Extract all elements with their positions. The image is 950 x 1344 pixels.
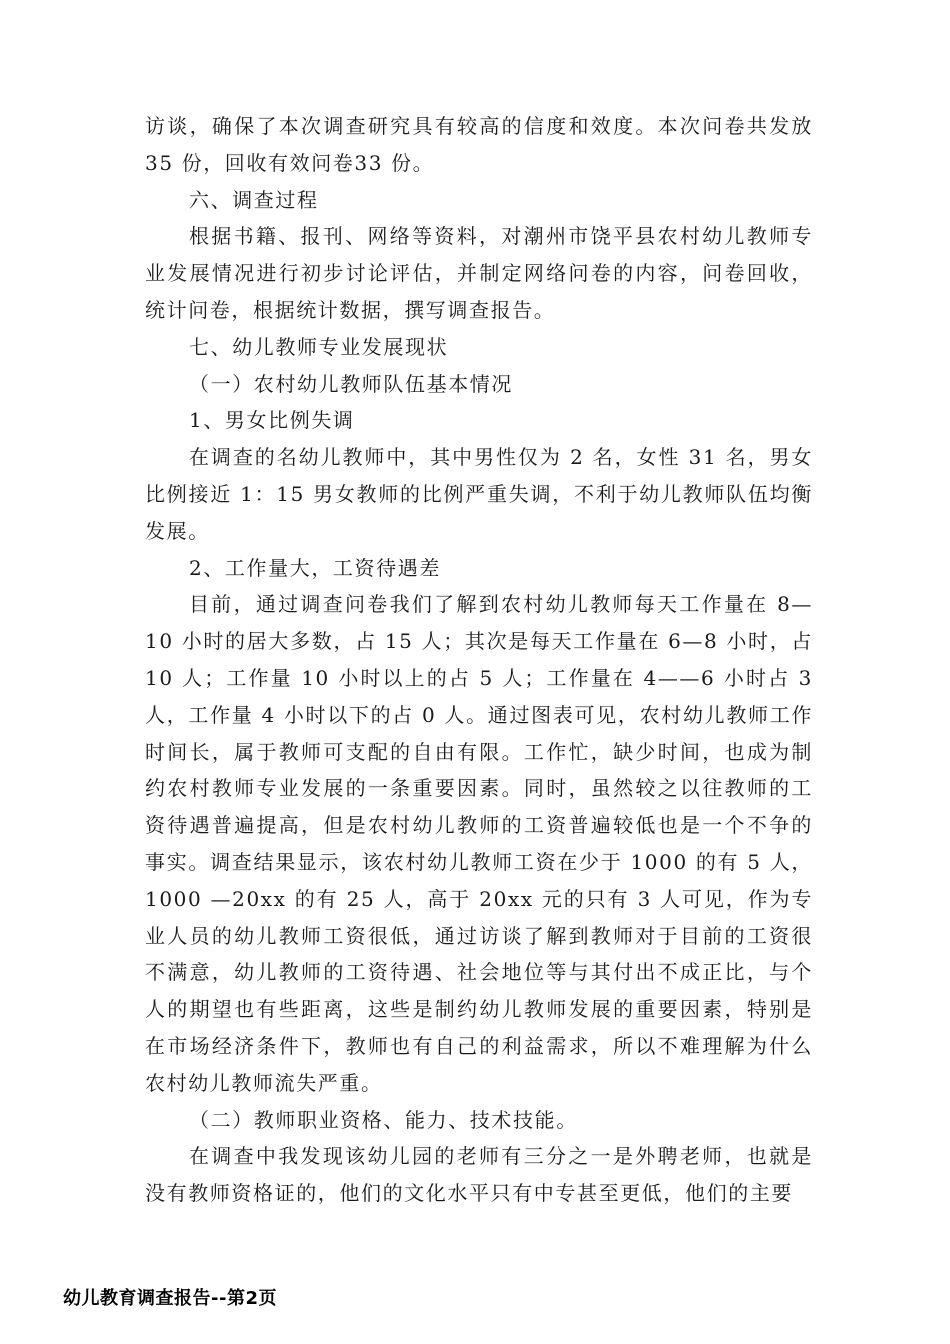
subheading-qualification: （二）教师职业资格、能力、技术技能。 — [189, 1107, 578, 1132]
heading-development-status: 七、幼儿教师专业发展现状 — [189, 334, 449, 359]
page-footer: 幼儿教育调查报告--第2页 — [63, 1288, 277, 1309]
subheading-teacher-team: （一）农村幼儿教师队伍基本情况 — [189, 371, 513, 396]
paragraph-interview-summary: 访谈，确保了本次调查研究具有较高的信度和效度。本次问卷共发放35 份，回收有效问卷33 份。 — [145, 114, 813, 175]
heading-survey-process: 六、调查过程 — [189, 187, 319, 212]
paragraph-workload-salary: 目前，通过调查问卷我们了解到农村幼儿教师每天工作量在 8—10 小时的居大多数，占 15 人；其次是每天工作量在 6—8 小时，占10 人；工作量 10 小时以上的占 5 人；工作量在 4——6 小时占 3 人，工作量 4 小时以下的占 0 人。通过图表可见，农村幼儿教师工作时间长，属于教师可支配的自由有限。工作忙，缺少时间，也成为制约农村教师专业发展的一条重要因素。同时，虽然较之以往教师的工资待遇普遍提高，但是农村幼儿教师的工资普遍较低也是一个不争的事实。调查结果显示，该农村幼儿教师工资在少于 1000 的有 5 人，1000 —20xx 的有 25 人，高于 20xx 元的只有 3 人可见，作为专业人员的幼儿教师工资很低，通过访谈了解到教师对于目前的工资很不满意，幼儿教师的工资待遇、社会地位等与其付出不成正比，与个人的期望也有些距离，这些是制约幼儿教师发展的重要因素，特别是在市场经济条件下，教师也有自己的利益需求，所以不难理解为什么农村幼儿教师流失严重。 — [145, 592, 813, 1095]
subheading-workload-salary: 2、工作量大，工资待遇差 — [189, 555, 441, 580]
paragraph-gender-ratio: 在调查的名幼儿教师中，其中男性仅为 2 名，女性 31 名，男女比例接近 1：15 男女教师的比例严重失调，不利于幼儿教师队伍均衡发展。 — [145, 445, 813, 543]
subheading-gender-ratio: 1、男女比例失调 — [189, 408, 355, 433]
paragraph-qualification: 在调查中我发现该幼儿园的老师有三分之一是外聘老师，也就是没有教师资格证的，他们的文化水平只有中专甚至更低，他们的主要 — [145, 1144, 813, 1206]
document-body — [145, 108, 813, 1212]
paragraph-survey-process: 根据书籍、报刊、网络等资料，对潮州市饶平县农村幼儿教师专业发展情况进行初步讨论评估，并制定网络问卷的内容，问卷回收，统计问卷，根据统计数据，撰写调查报告。 — [145, 224, 813, 322]
